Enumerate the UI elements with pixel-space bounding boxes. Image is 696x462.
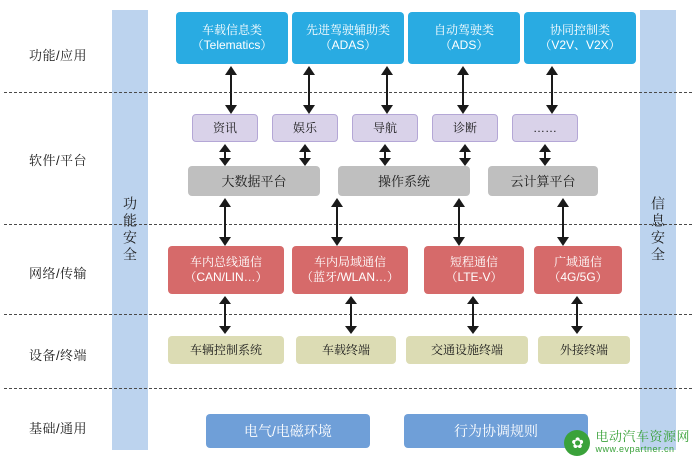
network-box-shortrange-line1: 短程通信 (449, 255, 498, 269)
arrow-app-telematics (224, 66, 238, 114)
separator-1 (4, 92, 692, 93)
foundation-box-electrical-label: 电气/电磁环境 (244, 422, 332, 439)
app-box-telematics-line1: 车载信息类 (201, 23, 262, 37)
pillar-left-label: 功能安全 (122, 196, 138, 264)
terminal-box-infrastructure-label: 交通设施终端 (430, 342, 503, 357)
arrow-platform-cloud (556, 198, 570, 246)
network-box-bus[interactable] (168, 246, 284, 294)
arrow-service-diagnostics (458, 144, 472, 166)
row-label-foundation-general: 基础/通用 (28, 421, 88, 436)
separator-4 (4, 388, 692, 389)
app-box-ads-line2: （ADS） (439, 38, 489, 52)
arrow-network-shortrange (466, 296, 480, 334)
arrow-platform-bigdata (218, 198, 232, 246)
watermark (564, 430, 690, 456)
row-label-device-terminal: 设备/终端 (28, 348, 88, 363)
app-box-adas[interactable] (292, 12, 404, 64)
network-box-bus-line2: （CAN/LIN…） (184, 270, 268, 284)
network-box-shortrange-line2: （LTE-V） (445, 270, 503, 284)
platform-box-os[interactable] (338, 166, 470, 196)
service-box-diagnostics[interactable] (432, 114, 498, 142)
terminal-box-onboard-label: 车载终端 (321, 342, 370, 357)
service-box-diagnostics-label: 诊断 (452, 120, 477, 135)
leaf-icon: ✿ (564, 430, 590, 456)
network-box-widearea[interactable] (534, 246, 622, 294)
row-label-software-platform: 软件/平台 (28, 153, 88, 168)
arrow-service-information (218, 144, 232, 166)
service-box-information[interactable] (192, 114, 258, 142)
app-box-telematics-line2: （Telematics） (191, 38, 273, 52)
terminal-box-onboard[interactable] (296, 336, 396, 364)
terminal-box-external[interactable] (538, 336, 630, 364)
network-box-shortrange[interactable] (424, 246, 524, 294)
arrow-service-entertainment (298, 144, 312, 166)
foundation-box-electrical[interactable] (206, 414, 370, 448)
network-box-bus-line1: 车内总线通信 (189, 255, 262, 269)
watermark-title: 电动汽车资源网 (595, 429, 690, 444)
service-box-information-label: 资讯 (212, 120, 237, 135)
pillar-functional-safety (112, 10, 148, 450)
network-box-widearea-line2: （4G/5G） (548, 270, 608, 284)
network-box-lan-line1: 车内局域通信 (313, 255, 386, 269)
separator-2 (4, 224, 692, 225)
platform-box-bigdata[interactable] (188, 166, 320, 196)
row-label-function-application: 功能/应用 (28, 48, 88, 63)
network-box-lan[interactable] (292, 246, 408, 294)
network-box-widearea-line1: 广域通信 (553, 255, 602, 269)
row-label-network-transport: 网络/传输 (28, 266, 88, 281)
platform-box-cloud[interactable] (488, 166, 598, 196)
foundation-box-behavior-rules-label: 行为协调规则 (454, 422, 538, 439)
arrow-platform-os-right (452, 198, 466, 246)
service-box-entertainment[interactable] (272, 114, 338, 142)
app-box-v2x-line2: （V2V、V2X） (539, 38, 621, 52)
platform-box-bigdata-label: 大数据平台 (221, 173, 287, 189)
arrow-app-adas (302, 66, 316, 114)
terminal-box-vehicle-control[interactable] (168, 336, 284, 364)
app-box-adas-line2: （ADAS） (319, 38, 377, 52)
arrow-service-navigation (378, 144, 392, 166)
app-box-v2x-line1: 协同控制类 (549, 23, 610, 37)
service-box-navigation-label: 导航 (372, 120, 397, 135)
arrow-network-lan (344, 296, 358, 334)
watermark-subtitle: www.evpartner.cn (595, 444, 675, 454)
arrow-app-more (545, 66, 559, 114)
pillar-right-label: 信息安全 (650, 196, 666, 264)
arrow-app-ads (380, 66, 394, 114)
platform-box-cloud-label: 云计算平台 (510, 173, 576, 189)
service-box-more[interactable] (512, 114, 578, 142)
network-box-lan-line2: （蓝牙/WLAN…） (300, 270, 399, 284)
app-box-ads-line1: 自动驾驶类 (433, 23, 494, 37)
app-box-adas-line1: 先进驾驶辅助类 (305, 23, 390, 37)
platform-box-os-label: 操作系统 (377, 173, 430, 189)
arrow-platform-os-left (330, 198, 344, 246)
service-box-entertainment-label: 娱乐 (292, 120, 317, 135)
app-box-telematics[interactable] (176, 12, 288, 64)
pillar-information-security (640, 10, 676, 450)
arrow-network-widearea (570, 296, 584, 334)
terminal-box-infrastructure[interactable] (406, 336, 528, 364)
service-box-navigation[interactable] (352, 114, 418, 142)
foundation-box-behavior-rules[interactable] (404, 414, 588, 448)
arrow-service-more (538, 144, 552, 166)
app-box-ads[interactable] (408, 12, 520, 64)
terminal-box-vehicle-control-label: 车辆控制系统 (189, 342, 262, 357)
arrow-network-bus (218, 296, 232, 334)
arrow-app-collab (456, 66, 470, 114)
service-box-more-label: …… (533, 120, 557, 135)
terminal-box-external-label: 外接终端 (559, 342, 608, 357)
watermark-text (595, 431, 690, 455)
app-box-v2x[interactable] (524, 12, 636, 64)
